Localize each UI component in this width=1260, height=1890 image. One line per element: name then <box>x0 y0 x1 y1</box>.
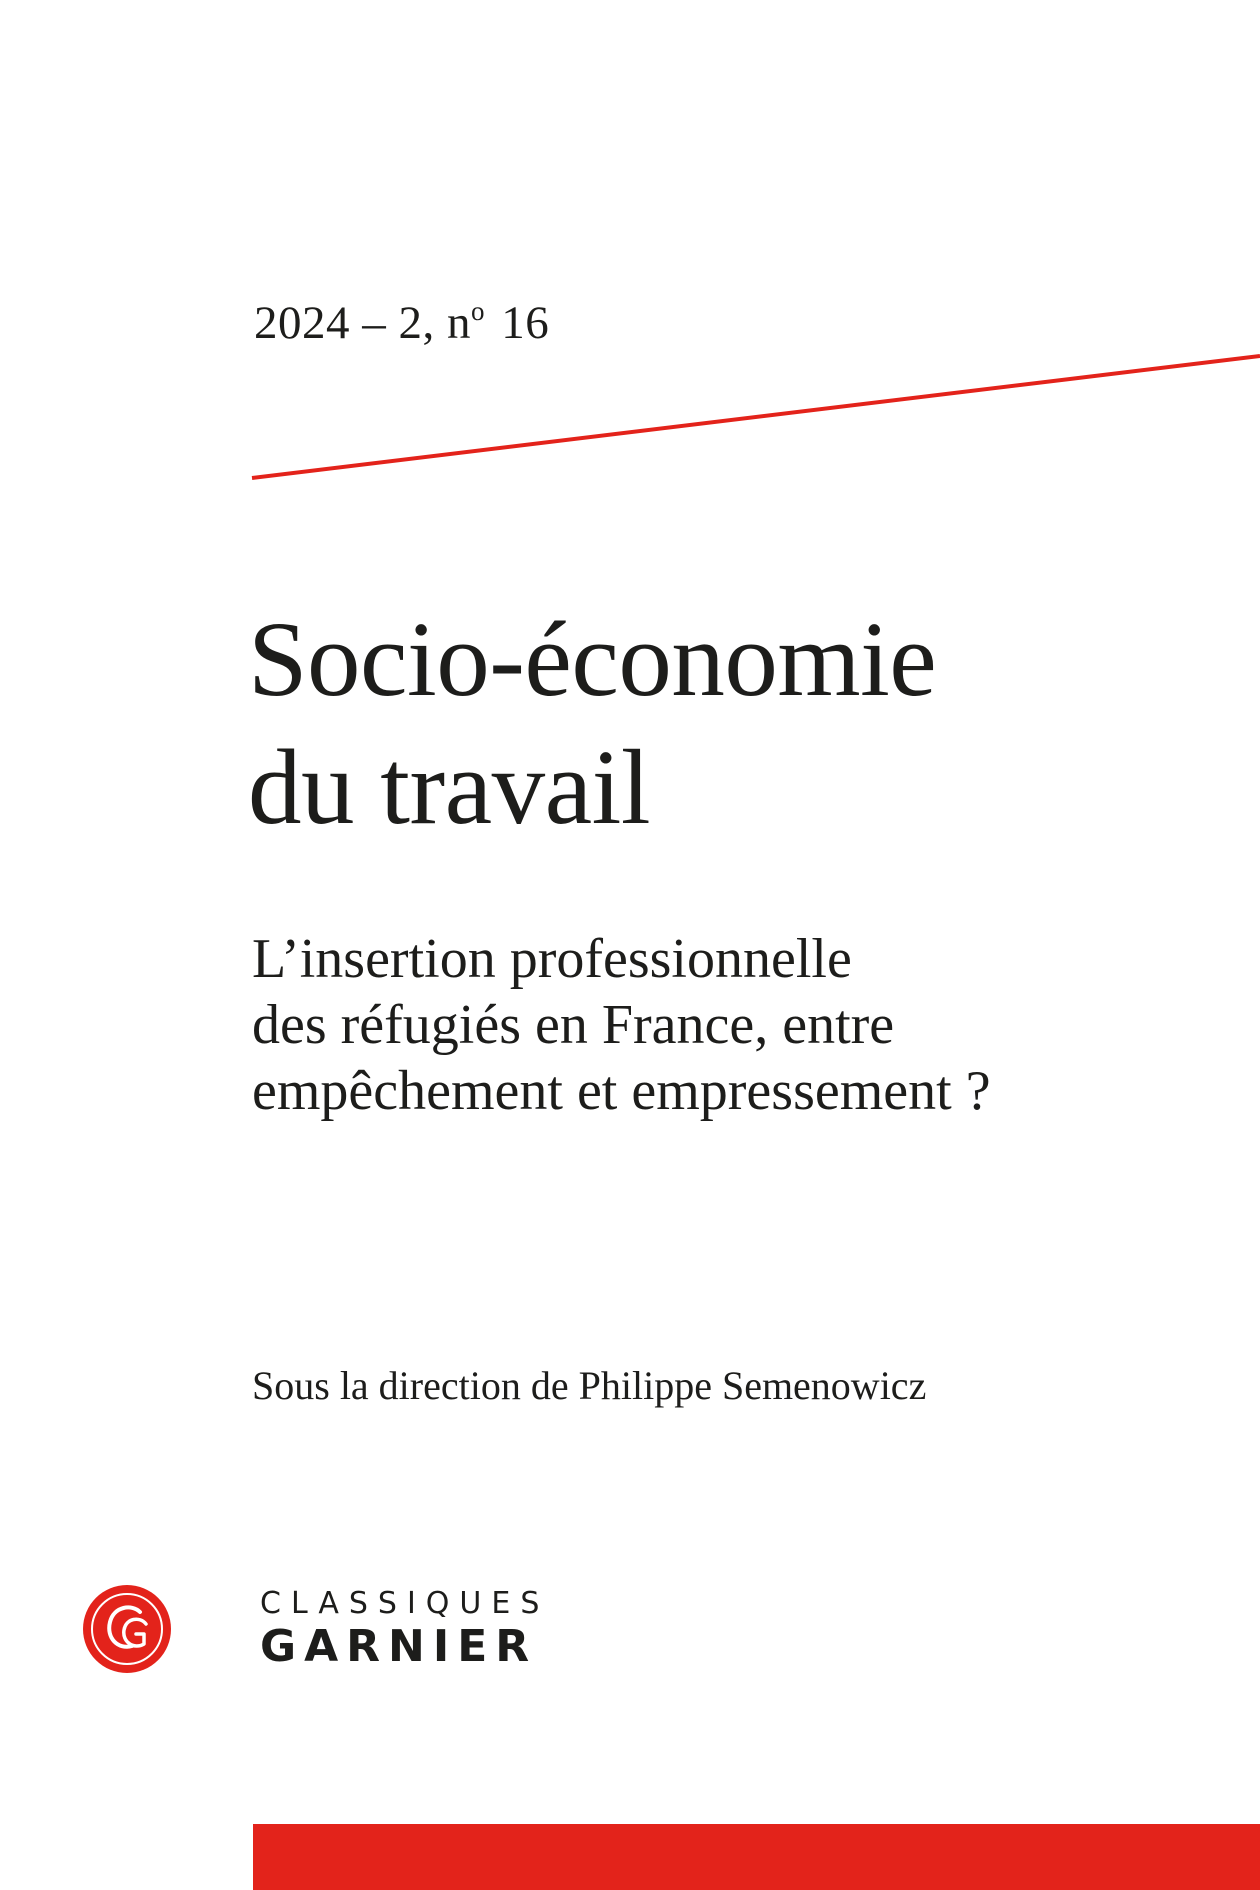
issue-digits: 16 <box>489 297 550 349</box>
classiques-garnier-logo-icon <box>82 1584 172 1674</box>
journal-title-line-2: du travail <box>248 729 651 847</box>
journal-title <box>248 596 936 852</box>
issue-superscript: o <box>471 296 485 326</box>
issue-subtitle <box>252 926 991 1124</box>
issue-prefix: 2024 – 2, n <box>254 297 471 349</box>
accent-diagonal-line <box>0 0 1260 500</box>
journal-title-line-1: Socio-économie <box>248 601 937 719</box>
issue-number <box>254 296 550 349</box>
publisher-name-line-1: CLASSIQUES <box>260 1586 550 1621</box>
publisher-name-line-2: GARNIER <box>260 1621 538 1672</box>
publisher-name <box>260 1586 550 1672</box>
accent-bottom-bar <box>253 1824 1260 1890</box>
issue-subtitle-line-2: des réfugiés en France, entre <box>252 994 895 1056</box>
publisher-block <box>82 1584 549 1674</box>
issue-subtitle-line-1: L’insertion professionnelle <box>252 928 852 990</box>
editor-credit: Sous la direction de Philippe Semenowicz <box>252 1363 927 1408</box>
issue-subtitle-line-3: empêchement et empressement ? <box>252 1060 991 1122</box>
